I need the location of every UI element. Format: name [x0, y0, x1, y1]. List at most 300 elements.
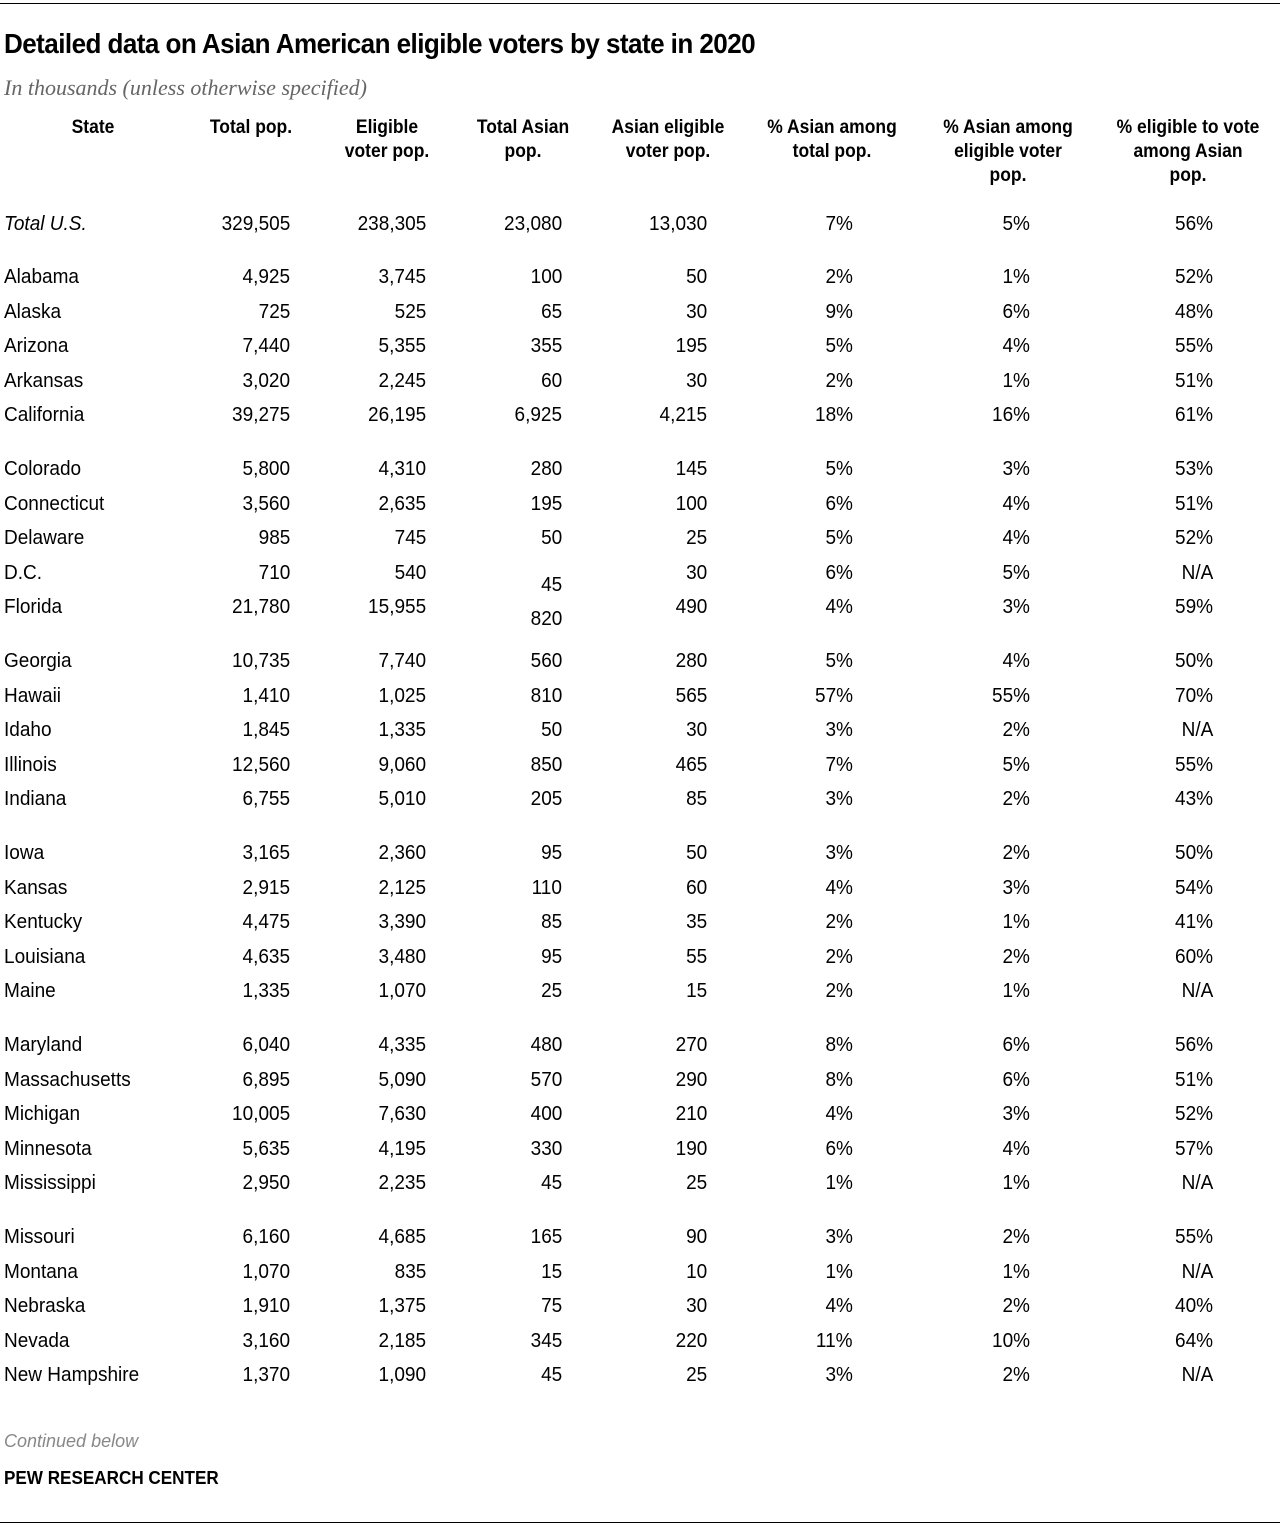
cell-pct-asian-total: 6%: [825, 1137, 853, 1160]
cell-pct-eligible-among-asian: 52%: [1174, 1103, 1213, 1126]
header-line: % eligible to vote: [1116, 117, 1260, 138]
cell-pct-asian-total: 11%: [816, 1329, 853, 1352]
table-row: [0, 596, 1280, 631]
header-line: among Asian: [1133, 141, 1243, 162]
top-rule: [0, 3, 1280, 4]
header-pct-asian-total: [749, 116, 915, 164]
chart-title: Detailed data on Asian American eligible voters by state in 2020: [4, 28, 756, 59]
cell-total-pop: 3,160: [242, 1329, 290, 1352]
cell-pct-eligible-among-asian: 52%: [1174, 266, 1213, 288]
cell-pct-eligible-among-asian: 54%: [1174, 876, 1213, 899]
cell-total-pop: 985: [258, 527, 290, 550]
cell-asian-eligible-voter-pop: 220: [675, 1329, 707, 1352]
cell-eligible-voter-pop: 4,685: [378, 1226, 426, 1248]
cell-pct-asian-eligible: 3%: [1002, 1103, 1030, 1126]
header-pct-eligible-among-asian: [1098, 116, 1278, 188]
cell-asian-eligible-voter-pop: 90: [685, 1226, 707, 1248]
table-row: [0, 946, 1280, 976]
cell-pct-eligible-among-asian: 56%: [1174, 1034, 1213, 1056]
cell-asian-eligible-voter-pop: 15: [685, 980, 707, 1003]
cell-pct-asian-total: 2%: [825, 980, 853, 1003]
cell-pct-eligible-among-asian: 51%: [1174, 1068, 1213, 1091]
cell-pct-asian-total: 8%: [825, 1034, 853, 1056]
cell-eligible-voter-pop: 2,125: [378, 876, 426, 899]
cell-total-pop: 1,410: [242, 684, 290, 707]
cell-eligible-voter-pop: 2,360: [378, 842, 426, 864]
cell-asian-eligible-voter-pop: 35: [685, 911, 707, 934]
cell-asian-eligible-voter-pop: 10: [685, 1260, 707, 1283]
cell-eligible-voter-pop: 238,305: [357, 213, 426, 235]
cell-asian-eligible-voter-pop: 145: [675, 458, 707, 480]
cell-pct-asian-total: 7%: [825, 753, 853, 776]
row-state: Connecticut: [4, 492, 105, 515]
cell-total-pop: 5,800: [242, 458, 290, 480]
cell-pct-asian-total: 4%: [825, 876, 853, 899]
table-row: [0, 458, 1280, 488]
cell-total-pop: 4,475: [242, 911, 290, 934]
bottom-rule: [0, 1522, 1280, 1523]
cell-pct-asian-eligible: 10%: [991, 1329, 1030, 1352]
cell-pct-eligible-among-asian: 50%: [1174, 842, 1213, 864]
cell-pct-asian-total: 5%: [825, 650, 853, 672]
cell-pct-eligible-among-asian: 55%: [1174, 1226, 1213, 1248]
cell-pct-asian-total: 6%: [825, 492, 853, 515]
table-row: [0, 685, 1280, 715]
cell-pct-eligible-among-asian: 57%: [1174, 1137, 1213, 1160]
cell-pct-eligible-among-asian: 43%: [1174, 788, 1213, 811]
cell-total-asian-pop: 95: [540, 945, 562, 968]
cell-pct-asian-total: 3%: [825, 1364, 853, 1387]
cell-pct-asian-eligible: 5%: [1002, 753, 1030, 776]
cell-total-pop: 12,560: [231, 753, 290, 776]
cell-eligible-voter-pop: 4,195: [378, 1137, 426, 1160]
cell-pct-eligible-among-asian: 50%: [1174, 650, 1213, 672]
cell-total-asian-pop: 110: [531, 876, 562, 899]
cell-total-asian-pop: 50: [540, 719, 562, 742]
cell-total-pop: 10,735: [231, 650, 290, 672]
row-state: Idaho: [4, 719, 52, 742]
cell-pct-eligible-among-asian: 53%: [1174, 458, 1213, 480]
cell-eligible-voter-pop: 15,955: [367, 596, 426, 619]
cell-pct-eligible-among-asian: 52%: [1174, 527, 1213, 550]
table-row: [0, 754, 1280, 784]
cell-eligible-voter-pop: 1,025: [378, 684, 426, 707]
cell-pct-asian-total: 2%: [825, 945, 853, 968]
row-state: Delaware: [4, 527, 85, 550]
row-state: Hawaii: [4, 684, 62, 707]
cell-total-asian-pop: 45: [540, 1364, 562, 1387]
table-row: [0, 1103, 1280, 1133]
table-row: [0, 719, 1280, 749]
row-state: Alabama: [4, 266, 79, 288]
table-row: [0, 1069, 1280, 1099]
cell-total-asian-pop: 820: [530, 608, 562, 631]
cell-eligible-voter-pop: 1,070: [378, 980, 426, 1003]
cell-pct-asian-eligible: 3%: [1002, 458, 1030, 480]
cell-pct-eligible-among-asian: N/A: [1181, 1260, 1213, 1283]
cell-pct-asian-eligible: 6%: [1002, 300, 1030, 323]
row-state: Colorado: [4, 458, 82, 480]
table-row: [0, 1034, 1280, 1064]
table-row: [0, 1295, 1280, 1325]
cell-asian-eligible-voter-pop: 60: [685, 876, 707, 899]
header-line: Total Asian: [476, 117, 570, 138]
cell-total-asian-pop: 6,925: [514, 404, 562, 427]
cell-eligible-voter-pop: 4,335: [378, 1034, 426, 1056]
cell-total-asian-pop: 345: [530, 1329, 562, 1352]
cell-eligible-voter-pop: 1,335: [378, 719, 426, 742]
header-line: voter pop.: [344, 141, 430, 162]
cell-pct-eligible-among-asian: N/A: [1181, 980, 1213, 1003]
cell-asian-eligible-voter-pop: 85: [685, 788, 707, 811]
table-row: [0, 1364, 1280, 1394]
cell-total-pop: 6,755: [242, 788, 290, 811]
header-line: Eligible: [355, 117, 419, 138]
footnote: Continued below: [4, 1431, 139, 1451]
row-state: Total U.S.: [4, 213, 87, 235]
cell-eligible-voter-pop: 525: [394, 300, 426, 323]
cell-total-asian-pop: 15: [540, 1260, 562, 1283]
cell-pct-eligible-among-asian: 64%: [1174, 1329, 1213, 1352]
row-state: Florida: [4, 596, 63, 619]
cell-pct-asian-eligible: 1%: [1002, 980, 1030, 1003]
cell-pct-asian-eligible: 55%: [991, 684, 1030, 707]
cell-asian-eligible-voter-pop: 190: [675, 1137, 707, 1160]
table-row: [0, 877, 1280, 907]
cell-eligible-voter-pop: 26,195: [367, 404, 426, 427]
cell-pct-asian-eligible: 4%: [1002, 527, 1030, 550]
row-state: Iowa: [4, 842, 45, 864]
table-row: [0, 842, 1280, 872]
cell-pct-asian-total: 9%: [825, 300, 853, 323]
cell-pct-eligible-among-asian: 55%: [1174, 335, 1213, 358]
cell-total-asian-pop: 75: [540, 1295, 562, 1318]
cell-total-asian-pop: 85: [540, 911, 562, 934]
row-state: Massachusetts: [4, 1068, 131, 1091]
cell-asian-eligible-voter-pop: 270: [675, 1034, 707, 1056]
cell-total-pop: 21,780: [231, 596, 290, 619]
row-state: Nebraska: [4, 1295, 86, 1318]
cell-pct-asian-total: 5%: [825, 458, 853, 480]
cell-asian-eligible-voter-pop: 25: [685, 527, 707, 550]
cell-asian-eligible-voter-pop: 25: [685, 1364, 707, 1387]
cell-pct-asian-total: 2%: [825, 369, 853, 392]
table-row: [0, 788, 1280, 818]
table-row: [0, 1172, 1280, 1202]
cell-total-pop: 3,165: [242, 842, 290, 864]
cell-total-pop: 710: [258, 561, 290, 584]
row-state: Georgia: [4, 650, 72, 672]
cell-eligible-voter-pop: 5,010: [378, 788, 426, 811]
row-state: Maryland: [4, 1034, 83, 1056]
cell-total-pop: 39,275: [231, 404, 290, 427]
cell-pct-asian-eligible: 2%: [1002, 788, 1030, 811]
header-line: pop.: [1169, 165, 1207, 186]
row-state: New Hampshire: [4, 1364, 140, 1387]
cell-eligible-voter-pop: 3,745: [378, 266, 426, 288]
cell-eligible-voter-pop: 3,480: [378, 945, 426, 968]
cell-pct-asian-eligible: 4%: [1002, 650, 1030, 672]
table-row: [0, 527, 1280, 557]
cell-total-pop: 6,040: [242, 1034, 290, 1056]
cell-eligible-voter-pop: 835: [394, 1260, 426, 1283]
header-pct-asian-eligible: [925, 116, 1091, 188]
cell-total-asian-pop: 355: [530, 335, 562, 358]
cell-pct-eligible-among-asian: 40%: [1174, 1295, 1213, 1318]
cell-total-pop: 5,635: [242, 1137, 290, 1160]
header-total-pop: [191, 116, 311, 140]
cell-pct-asian-eligible: 3%: [1002, 596, 1030, 619]
cell-asian-eligible-voter-pop: 195: [675, 335, 707, 358]
row-state: Kansas: [4, 876, 68, 899]
cell-pct-eligible-among-asian: 59%: [1174, 596, 1213, 619]
cell-total-asian-pop: 560: [530, 650, 562, 672]
cell-total-pop: 329,505: [221, 213, 290, 235]
cell-pct-asian-eligible: 2%: [1002, 1226, 1030, 1248]
row-state: Michigan: [4, 1103, 81, 1126]
row-state: Kentucky: [4, 911, 83, 934]
cell-pct-asian-eligible: 5%: [1002, 561, 1030, 584]
cell-asian-eligible-voter-pop: 30: [685, 1295, 707, 1318]
cell-total-asian-pop: 25: [540, 980, 562, 1003]
chart-subtitle: In thousands (unless otherwise specified): [4, 75, 367, 100]
table-row: [0, 911, 1280, 941]
cell-total-asian-pop: 400: [530, 1103, 562, 1126]
cell-total-pop: 7,440: [242, 335, 290, 358]
table-row: [0, 301, 1280, 331]
table-row: [0, 1138, 1280, 1168]
cell-pct-asian-total: 18%: [814, 404, 853, 427]
cell-total-asian-pop: 45: [540, 573, 562, 596]
cell-eligible-voter-pop: 2,185: [378, 1329, 426, 1352]
cell-eligible-voter-pop: 9,060: [378, 753, 426, 776]
cell-pct-asian-total: 1%: [825, 1260, 853, 1283]
cell-asian-eligible-voter-pop: 55: [685, 945, 707, 968]
table-row: [0, 266, 1280, 296]
cell-total-pop: 1,910: [242, 1295, 290, 1318]
row-state: Missouri: [4, 1226, 75, 1248]
cell-pct-eligible-among-asian: 51%: [1174, 492, 1213, 515]
cell-asian-eligible-voter-pop: 30: [685, 300, 707, 323]
cell-eligible-voter-pop: 7,740: [378, 650, 426, 672]
header-line: State: [71, 117, 115, 138]
cell-asian-eligible-voter-pop: 50: [685, 842, 707, 864]
header-line: Total pop.: [209, 117, 293, 138]
cell-pct-eligible-among-asian: N/A: [1181, 719, 1213, 742]
cell-asian-eligible-voter-pop: 30: [685, 561, 707, 584]
row-state: Arkansas: [4, 369, 84, 392]
cell-pct-asian-total: 3%: [825, 788, 853, 811]
cell-total-pop: 1,070: [242, 1260, 290, 1283]
cell-pct-asian-total: 3%: [825, 719, 853, 742]
cell-eligible-voter-pop: 5,355: [378, 335, 426, 358]
cell-pct-asian-eligible: 6%: [1002, 1034, 1030, 1056]
cell-asian-eligible-voter-pop: 30: [685, 369, 707, 392]
cell-pct-eligible-among-asian: 60%: [1174, 945, 1213, 968]
cell-pct-asian-total: 4%: [825, 1103, 853, 1126]
cell-total-pop: 4,635: [242, 945, 290, 968]
cell-total-pop: 2,915: [242, 876, 290, 899]
cell-pct-asian-eligible: 4%: [1002, 492, 1030, 515]
table-row: [0, 1261, 1280, 1291]
cell-eligible-voter-pop: 3,390: [378, 911, 426, 934]
cell-total-asian-pop: 810: [530, 684, 562, 707]
row-state: Minnesota: [4, 1137, 92, 1160]
row-state: D.C.: [4, 561, 42, 584]
table-row-total: [0, 213, 1280, 243]
cell-asian-eligible-voter-pop: 4,215: [659, 404, 707, 427]
cell-pct-eligible-among-asian: 41%: [1174, 911, 1213, 934]
cell-asian-eligible-voter-pop: 210: [675, 1103, 707, 1126]
cell-pct-asian-total: 4%: [825, 1295, 853, 1318]
cell-pct-eligible-among-asian: 70%: [1174, 684, 1213, 707]
cell-total-asian-pop: 165: [530, 1226, 562, 1248]
cell-total-pop: 2,950: [242, 1172, 290, 1195]
cell-total-pop: 3,560: [242, 492, 290, 515]
cell-eligible-voter-pop: 540: [394, 561, 426, 584]
header-line: total pop.: [792, 141, 872, 162]
cell-pct-asian-eligible: 16%: [991, 404, 1030, 427]
cell-pct-asian-total: 3%: [825, 842, 853, 864]
table-row: [0, 335, 1280, 365]
cell-total-asian-pop: 280: [530, 458, 562, 480]
cell-total-asian-pop: 50: [540, 527, 562, 550]
table-row: [0, 370, 1280, 400]
cell-pct-asian-eligible: 1%: [1002, 911, 1030, 934]
cell-total-asian-pop: 850: [530, 753, 562, 776]
cell-total-asian-pop: 480: [530, 1034, 562, 1056]
table-row: [0, 1226, 1280, 1256]
cell-eligible-voter-pop: 2,245: [378, 369, 426, 392]
row-state: Alaska: [4, 300, 62, 323]
cell-pct-asian-total: 4%: [825, 596, 853, 619]
cell-total-asian-pop: 100: [530, 266, 562, 288]
cell-pct-eligible-among-asian: 56%: [1174, 213, 1213, 235]
table-row: [0, 404, 1280, 434]
cell-total-pop: 6,160: [242, 1226, 290, 1248]
cell-total-pop: 6,895: [242, 1068, 290, 1091]
cell-asian-eligible-voter-pop: 50: [685, 266, 707, 288]
cell-eligible-voter-pop: 7,630: [378, 1103, 426, 1126]
table-row: [0, 561, 1280, 596]
cell-pct-asian-total: 2%: [825, 911, 853, 934]
cell-pct-eligible-among-asian: 48%: [1174, 300, 1213, 323]
header-line: Asian eligible: [611, 117, 725, 138]
cell-asian-eligible-voter-pop: 565: [675, 684, 707, 707]
row-state: Illinois: [4, 753, 57, 776]
header-total-asian-pop: [461, 116, 584, 164]
row-state: Indiana: [4, 788, 67, 811]
header-asian-eligible-voter-pop: [596, 116, 740, 164]
cell-total-asian-pop: 195: [530, 492, 562, 515]
source-credit: PEW RESEARCH CENTER: [4, 1468, 219, 1488]
cell-total-asian-pop: 205: [530, 788, 562, 811]
header-line: % Asian among: [943, 117, 1073, 138]
cell-asian-eligible-voter-pop: 290: [675, 1068, 707, 1091]
row-state: Louisiana: [4, 945, 86, 968]
row-state: California: [4, 404, 85, 427]
cell-pct-eligible-among-asian: 61%: [1174, 404, 1213, 427]
header-state: [55, 116, 130, 140]
cell-pct-asian-total: 6%: [825, 561, 853, 584]
row-state: Montana: [4, 1260, 78, 1283]
cell-pct-eligible-among-asian: N/A: [1181, 1364, 1213, 1387]
cell-pct-asian-eligible: 4%: [1002, 1137, 1030, 1160]
cell-total-pop: 10,005: [231, 1103, 290, 1126]
cell-pct-asian-eligible: 1%: [1002, 266, 1030, 288]
cell-eligible-voter-pop: 2,235: [378, 1172, 426, 1195]
cell-total-asian-pop: 330: [530, 1137, 562, 1160]
cell-asian-eligible-voter-pop: 30: [685, 719, 707, 742]
cell-total-pop: 1,335: [242, 980, 290, 1003]
cell-pct-asian-eligible: 1%: [1002, 1172, 1030, 1195]
cell-pct-asian-eligible: 2%: [1002, 719, 1030, 742]
header-line: pop.: [504, 141, 542, 162]
cell-pct-eligible-among-asian: 51%: [1174, 369, 1213, 392]
cell-pct-asian-total: 57%: [814, 684, 853, 707]
cell-total-asian-pop: 45: [540, 1172, 562, 1195]
cell-pct-asian-eligible: 1%: [1002, 369, 1030, 392]
cell-total-pop: 1,845: [242, 719, 290, 742]
table-row: [0, 980, 1280, 1010]
cell-pct-asian-total: 3%: [825, 1226, 853, 1248]
header-line: pop.: [989, 165, 1027, 186]
cell-total-asian-pop: 60: [540, 369, 562, 392]
cell-pct-asian-eligible: 1%: [1002, 1260, 1030, 1283]
table-row: [0, 1330, 1280, 1360]
cell-pct-asian-total: 5%: [825, 527, 853, 550]
cell-asian-eligible-voter-pop: 465: [675, 753, 707, 776]
header-line: eligible voter: [954, 141, 1062, 162]
cell-pct-asian-eligible: 2%: [1002, 945, 1030, 968]
row-state: Arizona: [4, 335, 69, 358]
cell-eligible-voter-pop: 745: [394, 527, 426, 550]
cell-total-pop: 3,020: [242, 369, 290, 392]
cell-pct-asian-eligible: 2%: [1002, 1295, 1030, 1318]
cell-pct-eligible-among-asian: N/A: [1181, 561, 1213, 584]
cell-pct-asian-eligible: 4%: [1002, 335, 1030, 358]
table-row: [0, 493, 1280, 523]
cell-pct-eligible-among-asian: 55%: [1174, 753, 1213, 776]
cell-eligible-voter-pop: 4,310: [378, 458, 426, 480]
header-line: voter pop.: [625, 141, 711, 162]
header-eligible-voter-pop: [325, 116, 448, 164]
table-row: [0, 650, 1280, 680]
cell-pct-asian-eligible: 2%: [1002, 1364, 1030, 1387]
row-state: Maine: [4, 980, 56, 1003]
cell-asian-eligible-voter-pop: 490: [675, 596, 707, 619]
cell-eligible-voter-pop: 1,090: [378, 1364, 426, 1387]
cell-asian-eligible-voter-pop: 25: [685, 1172, 707, 1195]
cell-pct-asian-total: 8%: [825, 1068, 853, 1091]
cell-pct-asian-eligible: 2%: [1002, 842, 1030, 864]
cell-eligible-voter-pop: 2,635: [378, 492, 426, 515]
cell-pct-asian-total: 2%: [825, 266, 853, 288]
cell-pct-eligible-among-asian: N/A: [1181, 1172, 1213, 1195]
row-state: Mississippi: [4, 1172, 96, 1195]
cell-total-pop: 4,925: [242, 266, 290, 288]
cell-pct-asian-total: 1%: [825, 1172, 853, 1195]
cell-pct-asian-total: 5%: [825, 335, 853, 358]
cell-pct-asian-eligible: 6%: [1002, 1068, 1030, 1091]
cell-total-asian-pop: 65: [540, 300, 562, 323]
cell-total-pop: 725: [258, 300, 290, 323]
cell-total-pop: 1,370: [242, 1364, 290, 1387]
cell-total-asian-pop: 95: [540, 842, 562, 864]
cell-eligible-voter-pop: 5,090: [378, 1068, 426, 1091]
cell-asian-eligible-voter-pop: 280: [675, 650, 707, 672]
row-state: Nevada: [4, 1329, 70, 1352]
